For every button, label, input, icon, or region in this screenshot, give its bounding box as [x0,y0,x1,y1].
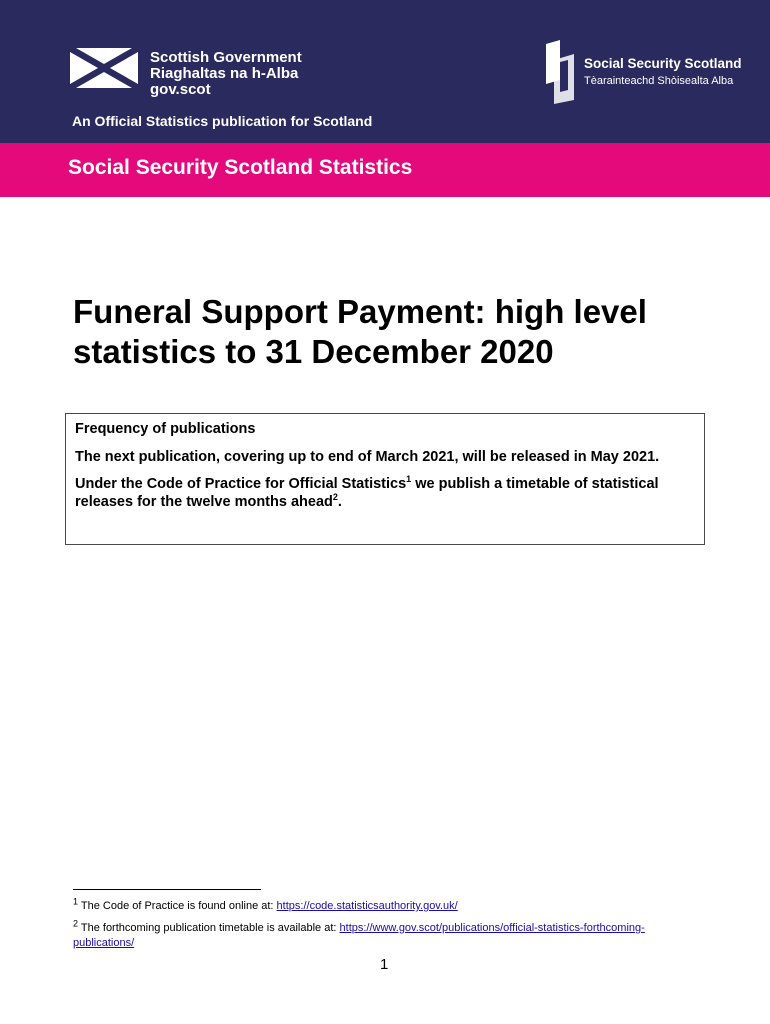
footnote-2-text: The forthcoming publication timetable is available at: [78,922,340,934]
footnote-1-number: 1 [73,896,79,907]
page-number: 1 [380,956,389,973]
frequency-heading: Frequency of publications [75,421,256,437]
sss-gaelic-name: Tèarainteachd Shòisealta Alba [584,75,734,87]
banner-title: Social Security Scotland Statistics [68,156,413,179]
footnote-divider [73,889,261,890]
sg-name: Scottish Government [150,49,302,66]
footnote-2-number: 2 [73,918,79,929]
sg-url: gov.scot [150,81,211,98]
footnote-2 [73,918,693,951]
official-statistics-label: An Official Statistics publication for Scotland [72,113,373,129]
frequency-box [65,413,705,545]
sss-name: Social Security Scotland [584,56,742,71]
footnote-ref-2[interactable]: 2 [332,492,338,503]
next-publication-text: The next publication, covering up to end of March 2021, will be released in May 2021. [75,449,660,465]
footnote-1-text: The Code of Practice is found online at: [78,900,277,912]
cop-text-c: . [337,494,342,510]
footnote-ref-1[interactable]: 1 [406,474,412,485]
header-band [0,0,770,143]
cop-text-b: we publish a timetable of statistical releases for the twelve months ahead [75,476,659,510]
document-title: Funeral Support Payment: high level statistics to 31 December 2020 [73,293,647,370]
sg-gaelic-name: Riaghaltas na h-Alba [150,65,299,82]
footnote-1 [73,896,693,914]
social-security-scotland-logo-text [584,56,742,88]
scottish-government-logo-text [150,50,302,98]
saltire-flag-icon [70,48,138,88]
social-security-scotland-logo-icon [544,40,578,104]
publication-timetable-link[interactable]: https://www.gov.scot/publications/official-statistics-forthcoming-publications/ [73,922,645,949]
code-of-practice-text [75,475,695,511]
cop-text-a: Under the Code of Practice for Official Statistics [75,476,407,492]
code-of-practice-link[interactable]: https://code.statisticsauthority.gov.uk/ [276,900,458,912]
